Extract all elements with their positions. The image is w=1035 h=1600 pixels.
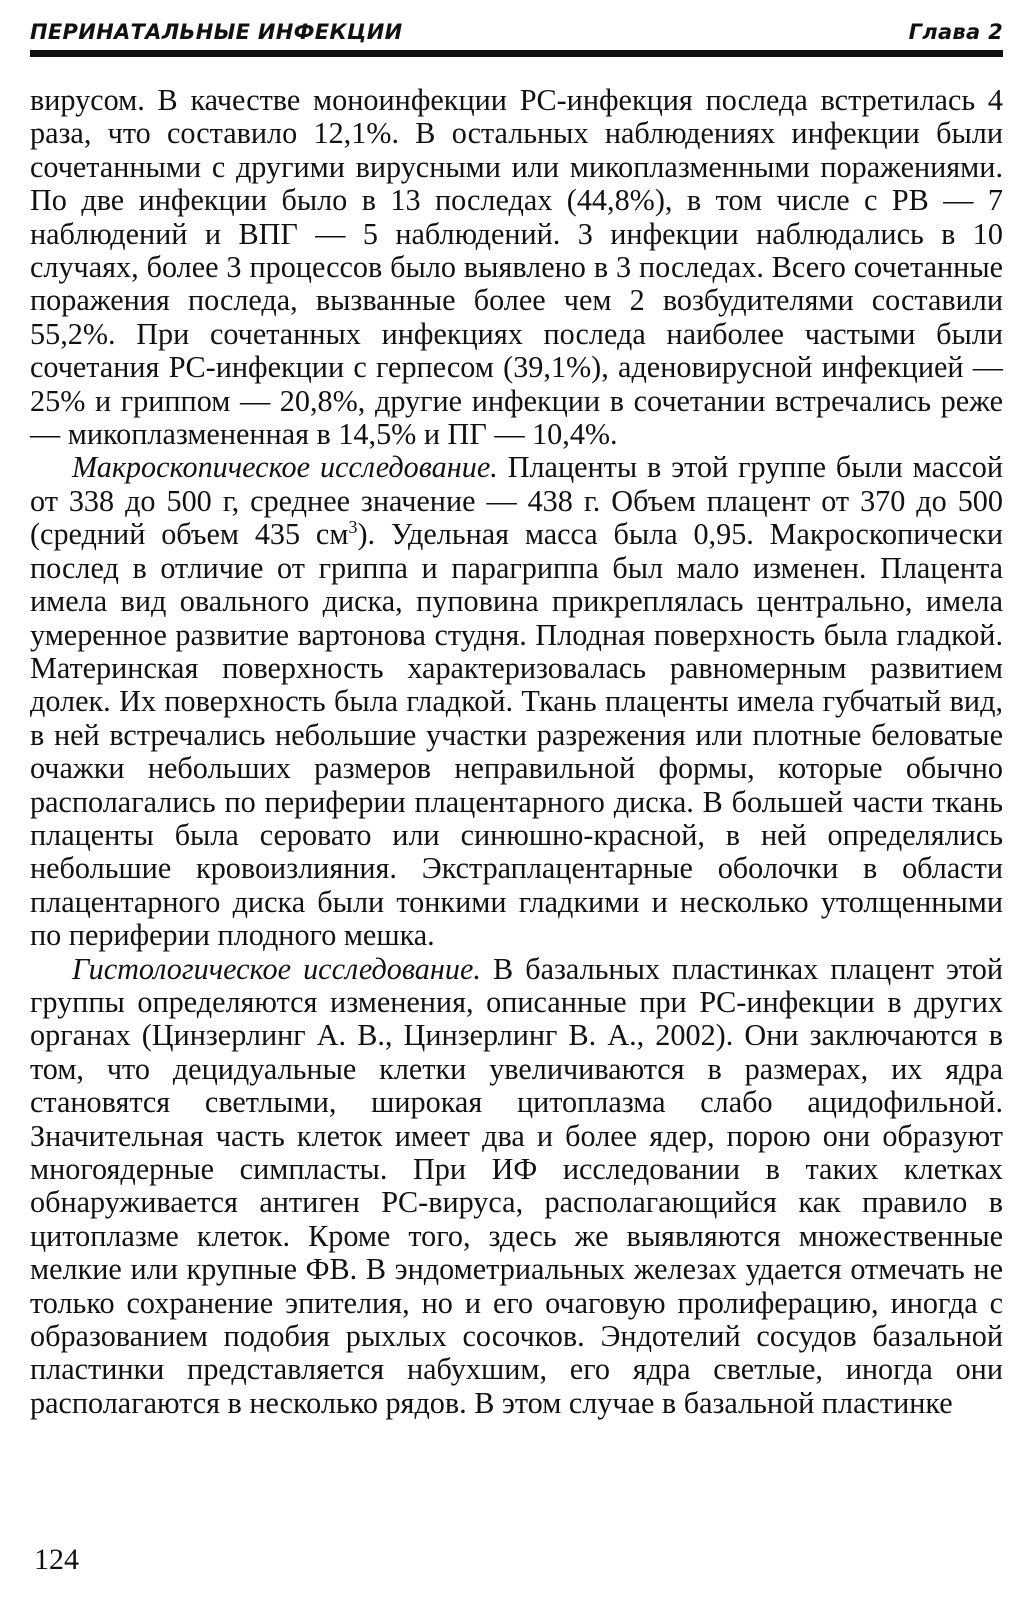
page-body (30, 84, 1003, 1420)
paragraph-continuation: вирусом. В качестве моноинфекции PC-инфекция последа встретилась 4 раза, что составило 12,1%. В остальных наблюдениях инфекции были сочетанными с другими вирусными или микоплазменными поражениями. По две инфекции было в 13 последах (44,8%), в том числе с РВ — 7 наблюдений и ВПГ — 5 наблюдений. 3 инфекции наблюдались в 10 случаях, более 3 процессов было выявлено в 3 последах. Всего сочетанные поражения последа, вызванные более чем 2 возбудителями составили 55,2%. При сочетанных инфекциях последа наиболее частыми были сочетания PC-инфекции с герпесом (39,1%), аденовирусной инфекцией — 25% и гриппом — 20,8%, другие инфекции в сочетании встречались реже — микоплазмененная в 14,5% и ПГ — 10,4%. (30, 83, 1003, 452)
cubic-superscript: 3 (348, 517, 358, 538)
paragraph-macroscopic-text-b: ). Удельная масса была 0,95. Макроскопически послед в отличие от гриппа и парагриппа был мало изменен. Плацента имела вид овального диска, пуповина прикреплялась центрально, имела умеренное развитие вартонова студня. Плодная поверхность была гладкой. Материнская поверхность характеризовалась равномерным развитием долек. Их поверхность была гладкой. Ткань плаценты имела губчатый вид, в ней встречались небольшие участки разрежения или плотные беловатые очажки небольших размеров неправильной формы, которые обычно располагались по периферии плацентарного диска. В большей части ткань плаценты была серовато или синюшно-красной, в ней определялись небольшие кровоизлияния. Экстраплацентарные оболочки в области плацентарного диска были тонкими гладкими и несколько утолщенными по периферии плодного мешка. (30, 517, 1003, 953)
running-header-section-title: ПЕРИНАТАЛЬНЫЕ ИНФЕКЦИИ (30, 20, 403, 44)
paragraph-macroscopic-heading: Макроскопическое исследование. (72, 450, 498, 485)
paragraph-macroscopic-text-a: Плаценты в этой группе были массой от 338 до 500 г, среднее значение — 438 г. Объем плацент от 370 до 500 (средний объем 435 см (30, 450, 1004, 552)
paragraph-histological-text: В базальных пластинках плацент этой группы определяются изменения, описанные при PC-инфекции в других органах (Цинзерлинг А. В., Цинзерлинг В. А., 2002). Они заключаются в том, что децидуальные клетки увеличиваются в размерах, их ядра становятся светлыми, широкая цитоплазма слабо ацидофильной. Значительная часть клеток имеет два и более ядер, порою они образуют многоядерные симпласты. При ИФ исследовании в таких клетках обнаруживается антиген PC-вируса, располагающийся как правило в цитоплазме клеток. Кроме того, здесь же выявляются множественные мелкие или крупные ФВ. В эндометриальных железах удается отмечать не только сохранение эпителия, но и его очаговую пролиферацию, иногда с образованием подобия рыхлых сосочков. Эндотелий сосудов базальной пластинки представляется набухшим, его ядра светлые, иногда они располагаются в несколько рядов. В этом случае в базальной пластинке (30, 951, 1003, 1420)
paragraph-histological (30, 953, 1003, 1421)
running-header-chapter: Глава 2 (908, 20, 1003, 44)
header-rule (30, 50, 1003, 57)
page-number: 124 (34, 1543, 79, 1576)
running-header (30, 14, 1003, 44)
paragraph-histological-heading: Гистологическое исследование. (72, 951, 481, 986)
paragraph-macroscopic (30, 451, 1003, 952)
